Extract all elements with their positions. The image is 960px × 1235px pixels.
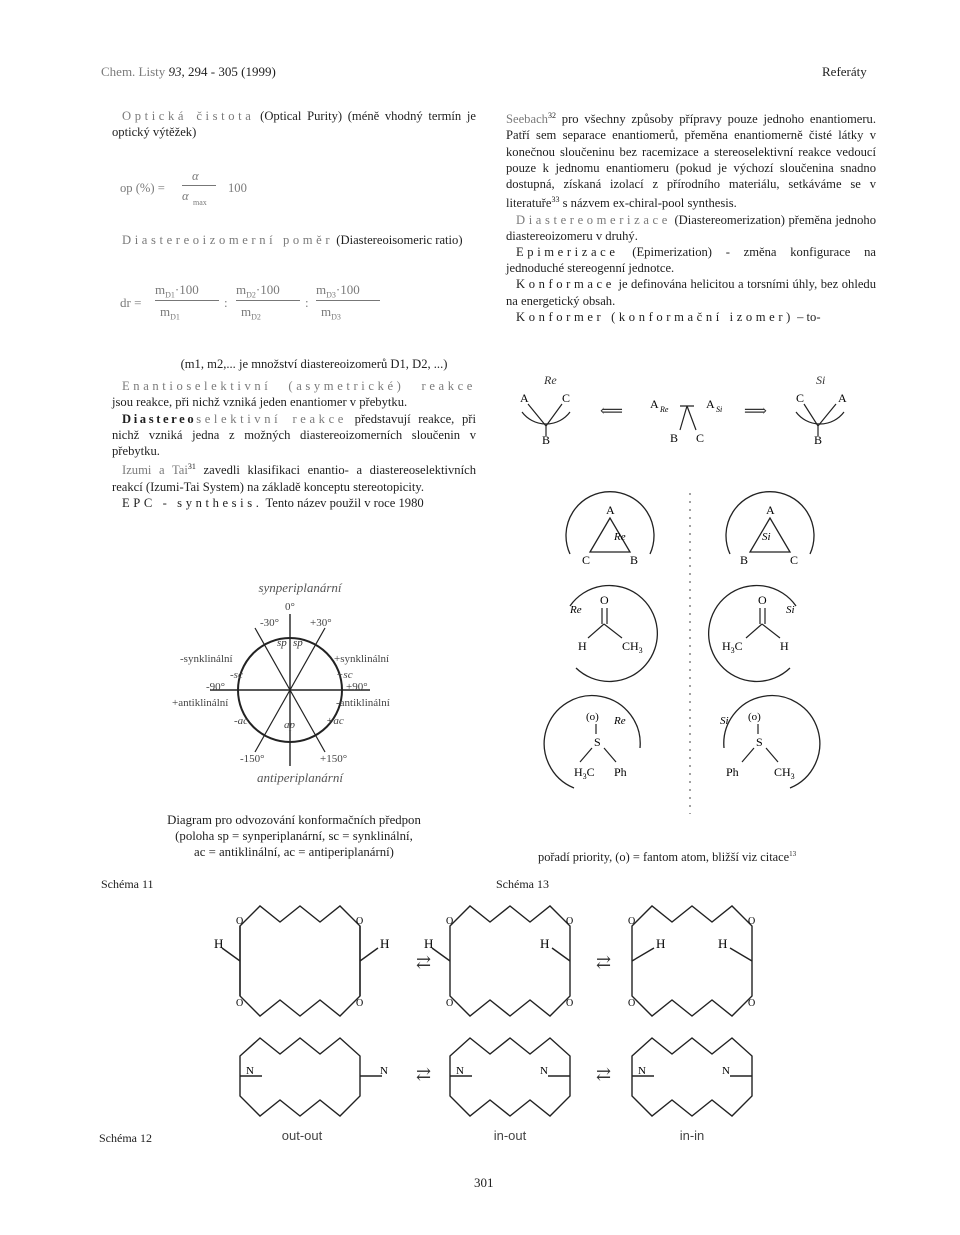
term-enantioselective: Enantioselektivní (asymetrické) reakce bbox=[122, 379, 476, 394]
left-column bbox=[112, 108, 476, 140]
svg-text:Re: Re bbox=[660, 405, 669, 414]
optical-purity-paragraph: Optická čistota (Optical Purity) (méně vhodný termín je optický výtěžek) bbox=[112, 109, 477, 140]
journal-volume: 93, bbox=[168, 64, 185, 79]
svg-text:Si: Si bbox=[762, 531, 771, 543]
svg-text:N: N bbox=[540, 1065, 548, 1077]
epimerization-paragraph: Epimerizace (Epimerization) - změna konfigurace na jednoduché stereogenní jednotce. bbox=[506, 245, 876, 276]
svg-text:N: N bbox=[456, 1065, 464, 1077]
svg-text:⇄: ⇄ bbox=[416, 952, 432, 972]
svg-text:A: A bbox=[838, 391, 847, 405]
macrocycle-out-out bbox=[214, 906, 389, 1116]
svg-text:Ph: Ph bbox=[614, 765, 627, 779]
svg-text:B: B bbox=[542, 433, 551, 447]
svg-text:-sc: -sc bbox=[230, 669, 243, 681]
scheme13-caption: pořadí priority, (o) = fantom atom, bližší viz citace$^{13}$ bbox=[538, 850, 797, 865]
svg-text:+synklinální: +synklinální bbox=[334, 653, 390, 665]
svg-text:sp: sp bbox=[277, 637, 287, 649]
svg-text:⟹: ⟹ bbox=[744, 403, 767, 420]
svg-text:Re: Re bbox=[614, 715, 626, 727]
diagram-bottom-title: antiperiplanární bbox=[257, 770, 343, 785]
svg-text:ap: ap bbox=[284, 719, 295, 731]
svg-text:+antiklinální: +antiklinální bbox=[172, 697, 229, 709]
svg-text:H: H bbox=[718, 936, 728, 951]
svg-text:O: O bbox=[628, 998, 636, 1009]
svg-text:O: O bbox=[748, 916, 756, 927]
svg-text:A: A bbox=[606, 503, 615, 517]
svg-text:⇄: ⇄ bbox=[416, 1064, 432, 1084]
term-conformer: Konformer (konformační izomer) bbox=[516, 309, 794, 324]
running-header-section: Referáty bbox=[822, 64, 867, 79]
svg-text:B: B bbox=[814, 433, 823, 447]
svg-text:H: H bbox=[424, 936, 434, 951]
svg-text:Si: Si bbox=[786, 604, 795, 616]
conformer-paragraph: Konformer (konformační izomer) – to- bbox=[516, 309, 821, 324]
svg-text:sp: sp bbox=[293, 637, 303, 649]
dr-block bbox=[112, 232, 476, 248]
term-conformation: Konformace bbox=[516, 277, 615, 292]
svg-text:C: C bbox=[582, 553, 591, 567]
svg-text:O: O bbox=[628, 916, 636, 927]
svg-text:H: H bbox=[780, 639, 789, 653]
epc-paragraph: EPC - synthesis. Tento název použil v roce 1980 bbox=[122, 495, 424, 510]
term-epimerization: Epimerizace bbox=[516, 245, 619, 259]
term-epc-synthesis: EPC - synthesis. bbox=[122, 495, 263, 510]
svg-text:O: O bbox=[356, 916, 364, 927]
running-header-left bbox=[101, 64, 276, 80]
svg-text:-150°: -150° bbox=[240, 753, 265, 765]
svg-text:O: O bbox=[446, 998, 454, 1009]
conformation-paragraph: Konformace je definována helicitou a torsními úhly, bez ohledu na energetický obsah. bbox=[506, 277, 877, 308]
svg-text:-90°: -90° bbox=[206, 681, 226, 693]
svg-text:A: A bbox=[706, 397, 715, 411]
svg-text:B: B bbox=[630, 553, 639, 567]
fraction-bar bbox=[182, 185, 216, 186]
svg-text:H3C: $H_3C$ bbox=[574, 765, 595, 781]
svg-text:O: O bbox=[600, 593, 609, 607]
svg-text:Si: Si bbox=[816, 373, 826, 387]
enantioselective-paragraph: Enantioselektivní (asymetrické) reakce jsou reakce, při nichž vzniká jeden enantiomer v přebytku. bbox=[112, 379, 476, 410]
svg-text:N: N bbox=[380, 1065, 388, 1077]
diastereoselective-paragraph: Diastereoselektivní reakce představují reakce, při nichž vzniká jedna z možných diastereoizomerních sloučenin v přebytku. bbox=[112, 411, 476, 459]
svg-text:⟸: ⟸ bbox=[600, 403, 623, 420]
svg-text:Ph: Ph bbox=[726, 765, 739, 779]
left-body bbox=[112, 356, 476, 511]
svg-text:O: O bbox=[566, 998, 574, 1009]
right-column bbox=[506, 108, 876, 325]
svg-text:S: S bbox=[594, 735, 601, 749]
svg-text:Re: Re bbox=[614, 531, 626, 543]
diastereomerization-paragraph: Diastereomerizace (Diastereomerization) přeměna jednoho diastereoizomeru v druhý. bbox=[506, 212, 876, 243]
svg-text:-synklinální: -synklinální bbox=[180, 653, 233, 665]
svg-text:⇄: ⇄ bbox=[596, 952, 612, 972]
svg-text:⇄: ⇄ bbox=[596, 1064, 612, 1084]
macrocycle-scheme bbox=[200, 896, 790, 1144]
term-optical-purity: Optická čistota bbox=[122, 109, 255, 123]
page-number: 301 bbox=[474, 1175, 494, 1190]
amount-note: (m1, m2,... je množství diastereoizomerů D1, D2, ...) bbox=[180, 357, 448, 371]
svg-text:C: C bbox=[790, 553, 799, 567]
svg-text:+150°: +150° bbox=[320, 753, 348, 765]
svg-text:O: O bbox=[566, 916, 574, 927]
svg-text:A: A bbox=[520, 391, 529, 405]
macrocycle-in-in bbox=[628, 906, 755, 1116]
svg-text:N: N bbox=[722, 1065, 730, 1077]
svg-text:N: N bbox=[638, 1065, 646, 1077]
svg-text:+90°: +90° bbox=[346, 681, 368, 693]
svg-text:-ac: -ac bbox=[234, 715, 249, 727]
svg-text:O: O bbox=[236, 916, 244, 927]
term-diastereoisomeric-ratio: Diastereoizomerní poměr bbox=[122, 233, 334, 247]
svg-text:H: H bbox=[380, 936, 390, 951]
svg-text:Si: Si bbox=[720, 715, 729, 727]
term-selective-reactions: selektivní reakce bbox=[196, 411, 347, 426]
svg-text:C: C bbox=[796, 391, 805, 405]
term-diastereomerization: Diastereomerizace bbox=[516, 212, 671, 227]
svg-text:O: O bbox=[236, 998, 244, 1009]
diagram-title: synperiplanární bbox=[258, 580, 342, 595]
svg-text:O: O bbox=[446, 916, 454, 927]
svg-text:Re: Re bbox=[570, 604, 582, 616]
izumi-tai-paragraph: Izumi a Tai$^{31}$ zavedli klasifikaci enantio- a diastereoselektivních reakcí (Izumi-Tai System) na základě konceptu stereotopicity. bbox=[112, 462, 476, 494]
seebach-paragraph: Seebach$^{32}$ pro všechny způsoby přípravy pouze jednoho enantiomeru. Patří sem separace enantiomerů, přeměna enantiomerně čisté látky v konečnou sloučeninu bez racemizace a stereoselektivní reakce vedoucí pouze k jednomu enantiomeru (pokud je výchozí sloučenina snadno dostupná, získaná izolací z přírodního materiálu, setkáváme se v literatuře$^{33}$ s názvem ex-chiral-pool synthesis. bbox=[506, 111, 876, 211]
svg-text:-antiklinální: -antiklinální bbox=[336, 697, 390, 709]
scheme11-caption: Diagram pro odvozování konformačních předpon (poloha sp = synperiplanární, sc = synklinální, ac = antiklinální, ac = antiperiplanární) bbox=[167, 813, 421, 860]
svg-text:0°: 0° bbox=[285, 601, 295, 613]
svg-text:H: H bbox=[656, 936, 666, 951]
svg-text:C: C bbox=[562, 391, 571, 405]
stereochemistry-scheme bbox=[500, 368, 880, 816]
svg-text:-30°: -30° bbox=[260, 617, 280, 629]
svg-text:N: N bbox=[246, 1065, 254, 1077]
label-out-out: out-out bbox=[281, 1128, 323, 1143]
svg-text:C: C bbox=[696, 431, 705, 445]
svg-text:Si: Si bbox=[716, 405, 723, 414]
journal-name: Chem. Listy bbox=[101, 64, 166, 79]
svg-text:O: O bbox=[748, 998, 756, 1009]
svg-text:+30°: +30° bbox=[310, 617, 332, 629]
scheme13-label: Schéma 13 bbox=[496, 877, 549, 891]
svg-text:CH3: $CH_3$ bbox=[774, 765, 795, 781]
svg-text:H: H bbox=[540, 936, 550, 951]
svg-text:+sc: +sc bbox=[336, 669, 353, 681]
svg-text:A: A bbox=[650, 397, 659, 411]
term-diastereo: Diastereo bbox=[122, 411, 197, 426]
journal-pages: 294 - 305 (1999) bbox=[188, 64, 276, 79]
svg-text:H: H bbox=[578, 639, 587, 653]
scheme11-label: Schéma 11 bbox=[101, 877, 154, 891]
svg-text:+ac: +ac bbox=[326, 715, 344, 727]
svg-text:O: O bbox=[758, 593, 767, 607]
dr-equation: dr = $m_{D1}\cdot 100$ $m_{D1}$ : $m_{D2}\cdot 100$ $m_{D2}$ : $m_{D3}\cdot 100$ $m_{D3}$ bbox=[120, 282, 380, 324]
scheme12-label: Schéma 12 bbox=[99, 1131, 152, 1145]
svg-text:H: H bbox=[214, 936, 224, 951]
svg-text:B: B bbox=[670, 431, 679, 445]
svg-text:Re: Re bbox=[544, 373, 557, 387]
svg-text:B: B bbox=[740, 553, 749, 567]
svg-text:O: O bbox=[356, 998, 364, 1009]
conformation-prefix-diagram bbox=[160, 578, 440, 808]
dr-paragraph: Diastereoizomerní poměr (Diastereoisomeric ratio) bbox=[122, 233, 463, 247]
svg-text:H3C: $H_3C$ bbox=[722, 639, 743, 655]
label-in-out: in-out bbox=[493, 1128, 527, 1143]
macrocycle-in-out bbox=[424, 906, 573, 1116]
optical-purity-equation: op (%) = α α max 100 bbox=[120, 169, 247, 207]
svg-text:S: S bbox=[756, 735, 763, 749]
svg-text:(o): (o) bbox=[586, 711, 599, 723]
label-in-in: in-in bbox=[679, 1128, 705, 1143]
svg-text:A: A bbox=[766, 503, 775, 517]
svg-text:CH3: $CH_3$ bbox=[622, 639, 643, 655]
svg-text:(o): (o) bbox=[748, 711, 761, 723]
